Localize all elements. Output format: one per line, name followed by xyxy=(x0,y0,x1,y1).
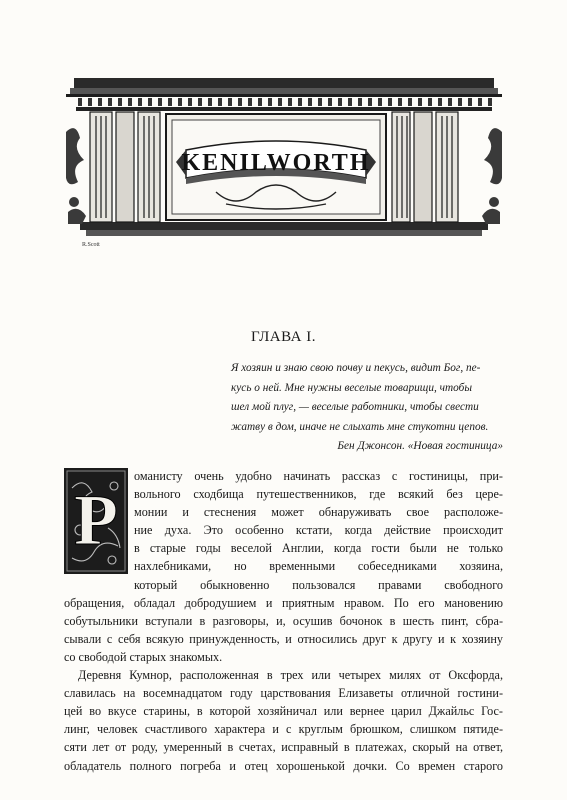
text-line: со свободой старых знакомых. xyxy=(64,649,223,664)
headpiece-title: KENILWORTH xyxy=(181,150,371,176)
epigraph-line: кусь о ней. Мне нужны веселые товарищи, чтобы xyxy=(231,381,473,394)
text-line: сывали с себя всякую принужденность, и относились друг к другу и к хозяину xyxy=(64,631,503,646)
text-line: вольного сходбища путешественников, где всякий без цере- xyxy=(134,487,503,502)
text-line: Деревня Кумнор, расположенная в трех или четырех милях от Оксфорда, xyxy=(78,668,503,683)
epigraph-source: Бен Джонсон. «Новая гостиница» xyxy=(337,440,503,452)
text-line: нахлебниками, но временными собеседниками хозяина, xyxy=(134,559,503,574)
text-line: собутыльники вступали в разговоры, и, осушив бочонок в шесть пинт, сбра- xyxy=(64,613,503,628)
text-line: ние духа. Это особенно кстати, когда действие происходит xyxy=(134,523,503,538)
epigraph-line: Я хозяин и знаю свою почву и пекусь, видит Бог, пе- xyxy=(231,362,481,374)
text-line: линг, человек счастливого характера и с круглым брюшком, слишком пятиде- xyxy=(64,722,503,737)
body-text xyxy=(64,467,503,775)
chapter-title: ГЛАВА I. xyxy=(251,329,316,345)
epigraph xyxy=(231,359,503,437)
text-line: славилась на восемнадцатом году царствования Елизаветы отличной гостини- xyxy=(64,686,503,701)
text-line: сяти лет от роду, умеренный в счетах, исправный в платежах, скорый на ответ, xyxy=(64,740,503,755)
text-line: который обыкновенно пользовался правами свободного xyxy=(134,577,503,592)
text-line: обладатель полного погреба и отец хорошенькой дочки. Со времен старого xyxy=(64,758,503,773)
epigraph-line: жатву в дом, иначе не слыхать мне стукотни цепов. xyxy=(231,420,489,433)
text-line: цей во вкусе старины, в которой хозяйничал или вернее царил Джайльс Гос- xyxy=(64,704,503,719)
epigraph-line: шел мой плуг, — веселые работники, чтобы свести xyxy=(231,401,479,414)
headpiece-illustration xyxy=(66,72,502,250)
engraver-signature: R.Scott xyxy=(82,242,100,248)
text-line: в старые годы веселой Англии, когда гости были не только xyxy=(134,541,503,556)
text-line: монии и стеснения может обнаруживать свое расположе- xyxy=(134,505,503,520)
text-line: оманисту очень удобно начинать рассказ с гостиницы, при- xyxy=(134,469,503,483)
drop-cap-letter: Р xyxy=(74,480,118,560)
text-line: обращения, обладал добродушием и приятным нравом. По его мановению xyxy=(64,595,503,610)
